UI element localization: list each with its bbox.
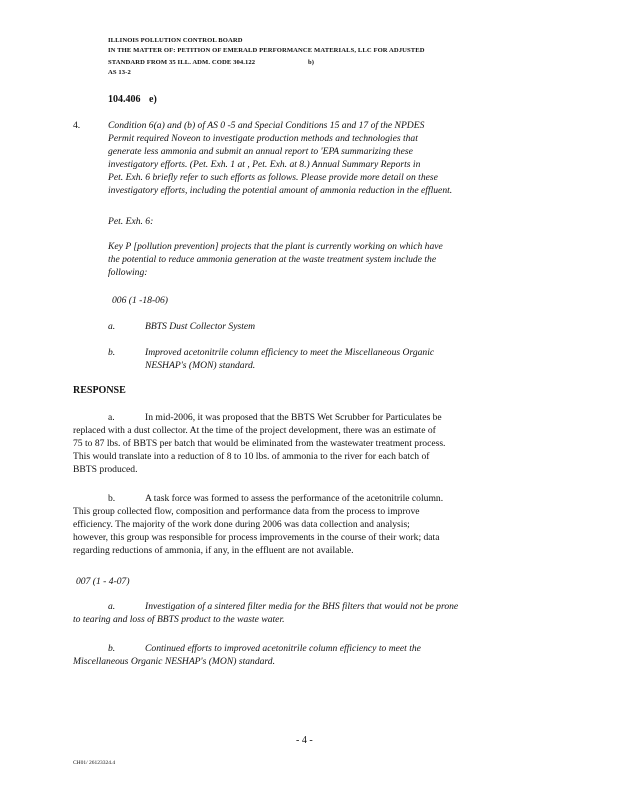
list-line: NESHAP's (MON) standard. — [145, 360, 256, 371]
header-line-3: STANDARD FROM 35 ILL. ADM. CODE 304.122 — [108, 59, 256, 66]
response-para-b — [73, 505, 473, 557]
response-para-b-marker: b. — [108, 493, 116, 504]
response-heading: RESPONSE — [73, 385, 126, 396]
list-2006-item-b — [145, 346, 485, 372]
para-line: however, this group was responsible for process improvements in the course of their work; data — [73, 532, 440, 543]
question-number: 4. — [73, 120, 81, 131]
list-2006-marker-a: a. — [108, 321, 116, 332]
para-line: efficiency. The majority of the work done during 2006 was data collection and analysis; — [73, 519, 410, 530]
header-line-4: AS 13-2 — [108, 69, 131, 76]
response-para-a — [73, 424, 473, 476]
question-line: investigatory efforts, including the potential amount of ammonia reduction in the effluent. — [108, 185, 453, 196]
question-line: Pet. Exh. 6 briefly refer to such efforts as follows. Please provide more detail on these — [108, 172, 438, 183]
page-number: - 4 - — [296, 735, 313, 746]
quote-line: the potential to reduce ammonia generation at the waste treatment system include the — [108, 254, 437, 265]
section-code: 104.406 — [108, 94, 141, 105]
para-line: replaced with a dust collector. At the time of the project development, there was an estimate of — [73, 425, 436, 436]
section-letter: e) — [149, 94, 157, 105]
para-line: regarding reductions of ammonia, if any, in the effluent are not available. — [73, 545, 354, 556]
para-line: BBTS produced. — [73, 464, 138, 475]
list-2006-marker-b: b. — [108, 347, 116, 358]
header-line-1: ILLINOIS POLLUTION CONTROL BOARD — [108, 37, 243, 44]
exhibit-label: Pet. Exh. 6: — [108, 216, 154, 227]
response-para-a-first: In mid-2006, it was proposed that the BBTS Wet Scrubber for Particulates be — [145, 412, 442, 423]
list-2006-item-a: BBTS Dust Collector System — [145, 321, 256, 332]
response-para-a-marker: a. — [108, 412, 115, 423]
para-line: 75 to 87 lbs. of BBTS per batch that would be eliminated from the wastewater treatment process. — [73, 438, 446, 449]
quote-line: Key P [pollution prevention] projects that the plant is currently working on which have — [108, 241, 443, 252]
doc-id: CH01/ 26123324.4 — [73, 760, 116, 766]
list-2007-item-a-rest: to tearing and loss of BBTS product to the waste water. — [73, 614, 285, 625]
question-line: Permit required Noveon to investigate production methods and technologies that — [108, 133, 418, 144]
list-2007-item-b-rest: Miscellaneous Organic NESHAP's (MON) standard. — [73, 656, 275, 667]
list-2007-marker-b: b. — [108, 643, 116, 654]
header-line-3-right: b) — [308, 59, 315, 66]
list-2007-item-a-first: Investigation of a sintered filter media for the BHS filters that would not be prone — [145, 601, 459, 612]
exhibit-quote — [108, 240, 488, 279]
quote-line: following: — [108, 267, 148, 278]
para-line: This group collected flow, composition and performance data from the process to improve — [73, 506, 420, 517]
question-line: investigatory efforts. (Pet. Exh. 1 at , Pet. Exh. at 8.) Annual Summary Reports in — [108, 159, 421, 170]
header-line-2: IN THE MATTER OF: PETITION OF EMERALD PERFORMANCE MATERIALS, LLC FOR ADJUSTED — [108, 47, 425, 54]
list-2007-item-b-first: Continued efforts to improved acetonitrile column efficiency to meet the — [145, 643, 421, 654]
question-text — [108, 119, 488, 197]
para-line: This would translate into a reduction of 8 to 10 lbs. of ammonia to the river for each batch of — [73, 451, 430, 462]
list-2007-marker-a: a. — [108, 601, 116, 612]
year-2006-heading: 006 (1 -18-06) — [112, 295, 168, 306]
list-line: Improved acetonitrile column efficiency to meet the Miscellaneous Organic — [145, 347, 435, 358]
question-line: Condition 6(a) and (b) of AS 0 -5 and Special Conditions 15 and 17 of the NPDES — [108, 120, 425, 131]
response-para-b-first: A task force was formed to assess the performance of the acetonitrile column. — [145, 493, 444, 504]
question-line: generate less ammonia and submit an annual report to 'EPA summarizing these — [108, 146, 413, 157]
year-2007-heading: 007 (1 - 4-07) — [76, 576, 130, 587]
